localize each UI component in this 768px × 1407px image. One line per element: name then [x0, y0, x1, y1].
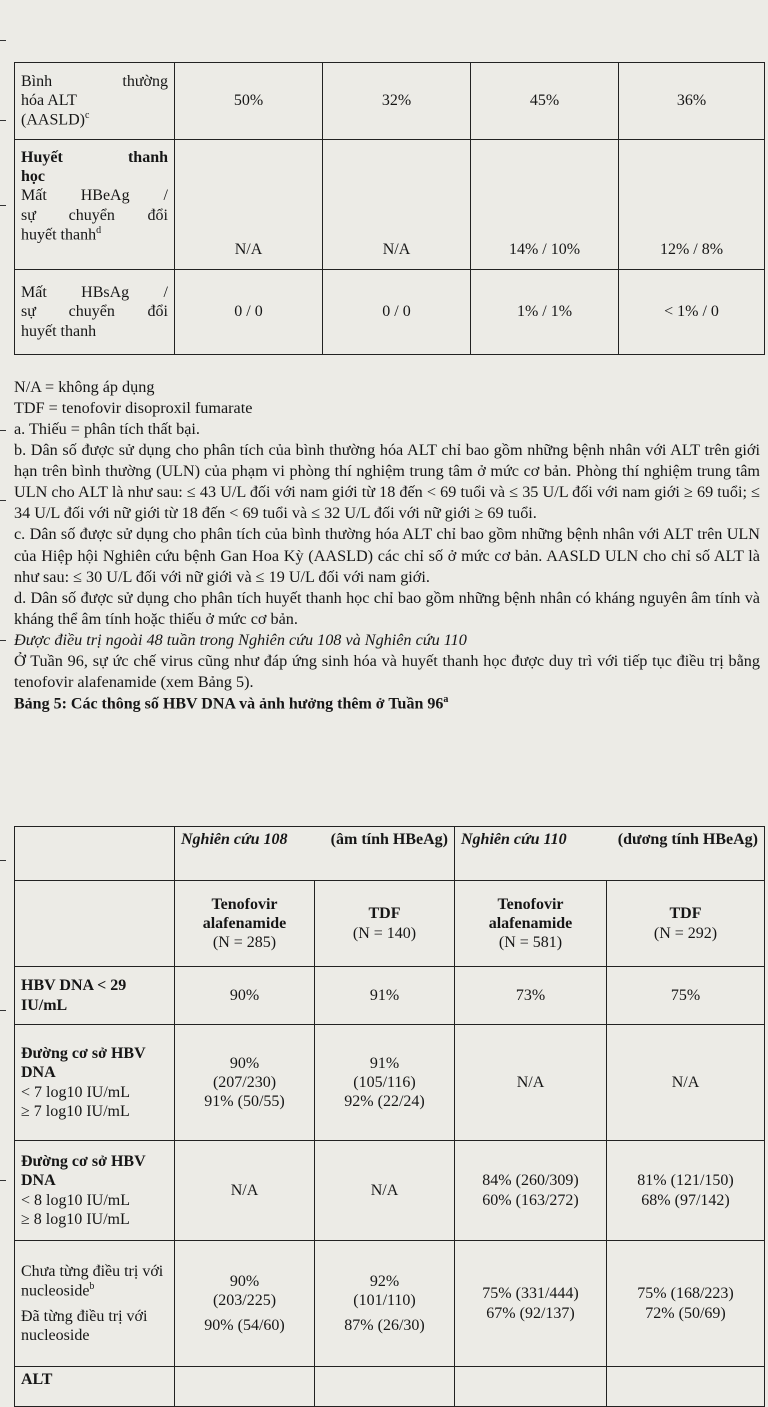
- header-110-tdf: TDF (N = 292): [607, 881, 765, 967]
- table-row: Huyết thanh học Mất HBeAg / sự chuyển đổi huyết thanh$^d$ N/A N/A 14% / 10% 12% / 8%: [15, 140, 765, 270]
- row-label-hbsag: Mất HBsAg / sự chuyển đổi huyết thanh: [15, 270, 175, 355]
- table-header-row: [15, 827, 765, 881]
- note-na: N/A = không áp dụng: [14, 378, 155, 396]
- header-110-taf: Tenofovir alafenamide (N = 581): [455, 881, 607, 967]
- row-label-alt-aasld: Bình thường hóa ALT (AASLD)$^c$: [15, 63, 175, 140]
- note-b: b. Dân số được sử dụng cho phân tích của bình thường hóa ALT chỉ bao gồm những bệnh nhân với ALT trên giới hạn trên bình thường (ULN) của phạm vi phòng thí nghiệm trung tâm ở mức cơ bản. Phòng thí nghiệm trung tâm ULN cho ALT là như sau: ≤ 43 U/L đối với nam giới từ 18 đến < 69 tuổi và ≤ 35 U/L đối với nam giới ≥ 69 tuổi; ≤ 34 U/L đối với nữ giới từ 18 đến < 69 tuổi và ≤ 32 U/L đối với nữ giới ≥ 69 tuổi.: [14, 441, 760, 523]
- footnotes: [14, 377, 760, 715]
- header-study-110: Nghiên cứu 110 (dương tính HBeAg): [455, 827, 765, 881]
- header-study-108: Nghiên cứu 108 (âm tính HBeAg): [175, 827, 455, 881]
- table-5: [14, 826, 765, 1407]
- table-row: Mất HBsAg / sự chuyển đổi huyết thanh 0 / 0 0 / 0 1% / 1% < 1% / 0: [15, 270, 765, 355]
- table-row: ALT: [15, 1367, 765, 1407]
- note-d: d. Dân số được sử dụng cho phân tích huyết thanh học chỉ bao gồm những bệnh nhân có kháng nguyên âm tính và kháng thể âm tính hoặc thiếu ở mức cơ bản.: [14, 588, 760, 628]
- section-title: Được điều trị ngoài 48 tuần trong Nghiên cứu 108 và Nghiên cứu 110: [14, 630, 467, 649]
- note-a: a. Thiếu = phân tích thất bại.: [14, 420, 200, 439]
- header-108-tdf: TDF (N = 140): [315, 881, 455, 967]
- header-108-taf: Tenofovir alafenamide (N = 285): [175, 881, 315, 967]
- binding-marks: [0, 0, 6, 1406]
- efficacy-table-continued: [14, 62, 765, 355]
- table-row: Đường cơ sở HBV DNA < 8 log10 IU/mL ≥ 8 log10 IU/mL N/A N/A 84% (260/309) 60% (163/272) 81% (121/150) 68% (97/142): [15, 1141, 765, 1241]
- table-row: HBV DNA < 29 IU/mL 90% 91% 73% 75%: [15, 967, 765, 1025]
- table-row: Bình thường hóa ALT (AASLD)$^c$ 50% 32% 45% 36%: [15, 63, 765, 140]
- row-label-serology: Huyết thanh học Mất HBeAg / sự chuyển đổi huyết thanh$^d$: [15, 140, 175, 270]
- table-row: Đường cơ sở HBV DNA < 7 log10 IU/mL ≥ 7 log10 IU/mL 90% (207/230) 91% (50/55) 91% (105/116) 92% (22/24) N/A N/A: [15, 1025, 765, 1141]
- table-caption: Bảng 5: Các thông số HBV DNA và ảnh hưởng thêm ở Tuần 96$^a$: [14, 693, 449, 713]
- section-body: Ở Tuần 96, sự ức chế virus cũng như đáp ứng sinh hóa và huyết thanh học được duy trì với tiếp tục điều trị bằng tenofovir alafenamide (xem Bảng 5).: [14, 651, 760, 691]
- table-row: Chưa từng điều trị với nucleoside$^b$ Đã từng điều trị với nucleoside 90% (203/225) 90% (54/60) 92% (101/110) 87% (26/30) 75% (331/444) 67% (92/137) 75% (168/223) 72% (50/69): [15, 1241, 765, 1367]
- note-tdf: TDF = tenofovir disoproxil fumarate: [14, 399, 253, 418]
- note-c: c. Dân số được sử dụng cho phân tích của bình thường hóa ALT chỉ bao gồm những bệnh nhân với ALT trên ULN của Hiệp hội Nghiên cứu bệnh Gan Hoa Kỳ (AASLD) các chỉ số ở mức cơ bản. AASLD ULN cho chỉ số ALT là như sau: ≤ 30 U/L đối với nữ giới và ≤ 19 U/L đối với nam giới.: [14, 525, 760, 586]
- table-header-row: [15, 881, 765, 967]
